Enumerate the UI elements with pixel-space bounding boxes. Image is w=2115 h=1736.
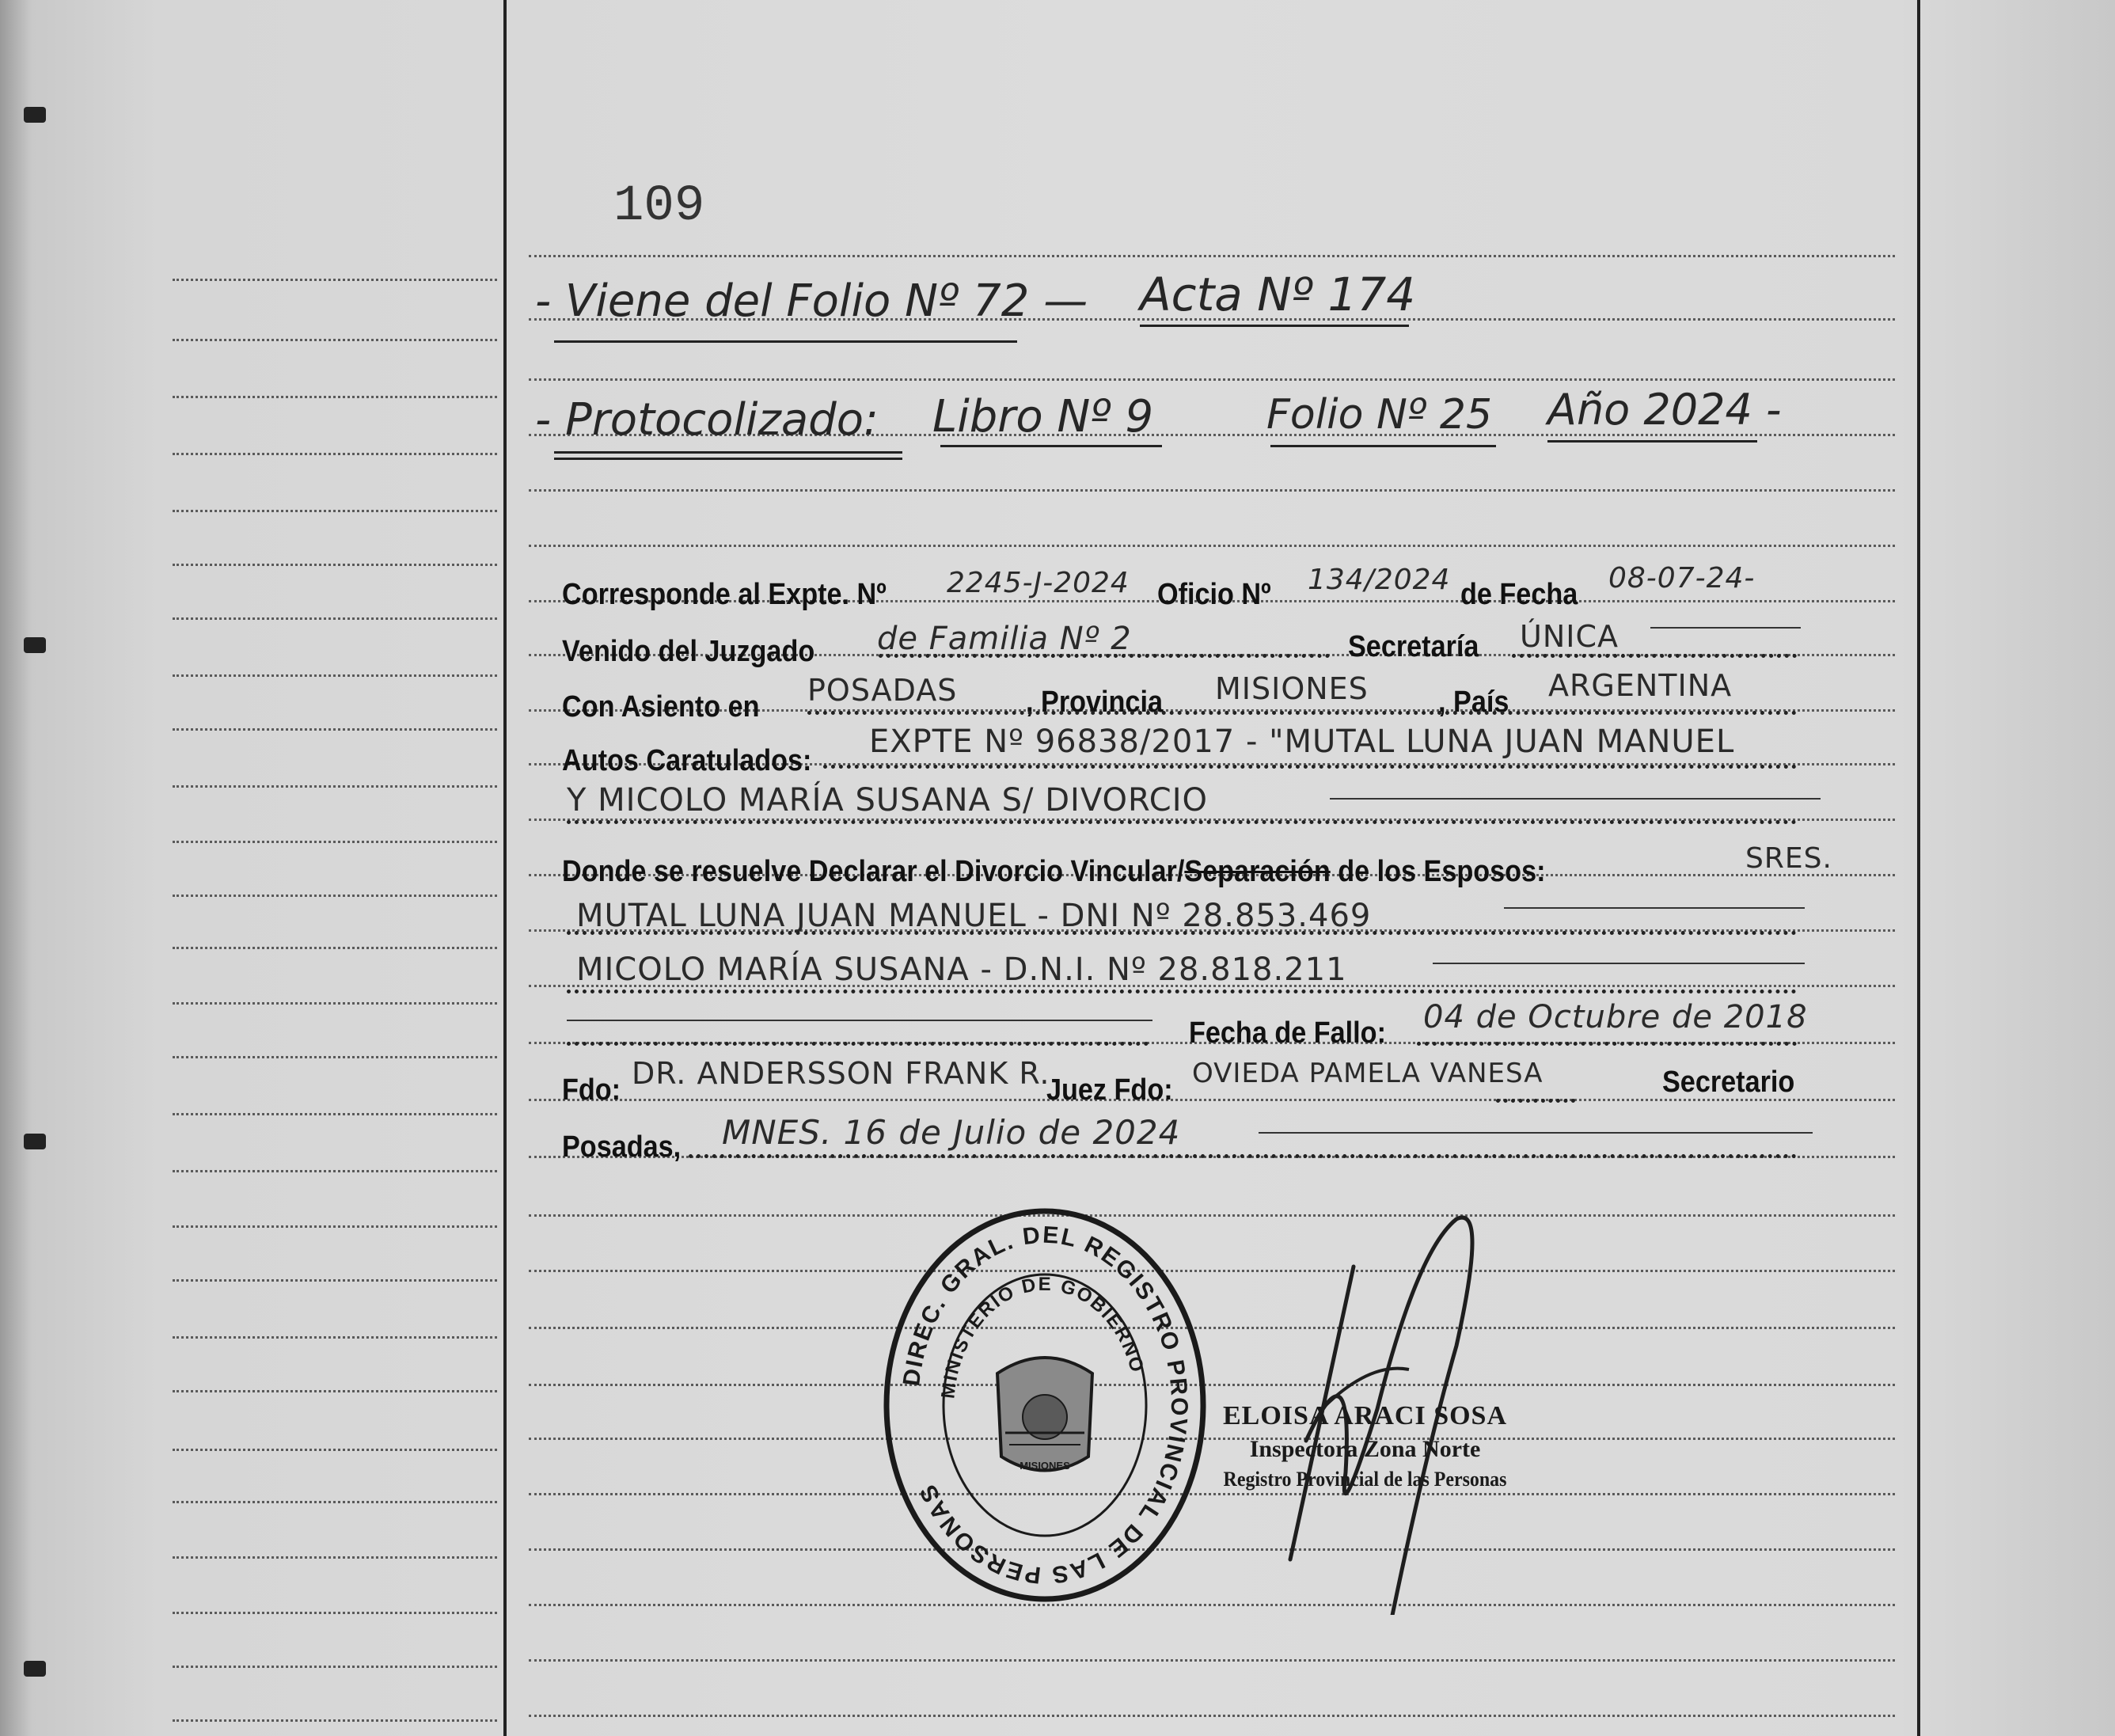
viene-del-folio: - Viene del Folio Nº 72 — (535, 275, 1088, 327)
provincia-value: MISIONES (1215, 671, 1369, 706)
juzgado-label: Venido del Juzgado (562, 635, 815, 668)
underline (554, 340, 1017, 343)
libro-number: Libro Nº 9 (932, 391, 1154, 443)
acta-number: Acta Nº 174 (1140, 268, 1416, 321)
oficio-value: 134/2024 (1308, 564, 1451, 596)
juzgado-value: de Familia Nº 2 (877, 621, 1132, 657)
autos-value-2: Y MICOLO MARÍA SUSANA S/ DIVORCIO (567, 782, 1208, 819)
underline (567, 1020, 1152, 1021)
juez-label: Juez Fdo: (1046, 1073, 1173, 1107)
underline (554, 458, 902, 460)
oficio-label: Oficio Nº (1157, 578, 1271, 611)
fdo-juez-value: DR. ANDERSSON FRANK R. (632, 1056, 1050, 1091)
left-margin-line (503, 0, 507, 1736)
corresponde-label: Corresponde al Expte. Nº (562, 578, 887, 611)
dot-leader (823, 765, 1797, 769)
binder-hole (24, 637, 46, 653)
dot-leader (879, 654, 1330, 658)
signatory-office: Registro Provincial de las Personas (1223, 1468, 1507, 1491)
dot-leader (567, 990, 1797, 993)
underline (1330, 798, 1821, 800)
dot-leader (807, 711, 1797, 715)
fallo-value: 04 de Octubre de 2018 (1423, 999, 1808, 1035)
underline (1270, 445, 1496, 447)
underline (1259, 1132, 1813, 1134)
esposo-1: MUTAL LUNA JUAN MANUEL - DNI Nº 28.853.469 (576, 898, 1372, 934)
dot-leader (567, 931, 1797, 935)
official-seal (879, 1203, 1211, 1607)
donde-prefix: Donde se resuelve Declarar el Divorcio Vincular/ (562, 855, 1185, 888)
fallo-label: Fecha de Fallo: (1189, 1016, 1386, 1050)
underline (1504, 907, 1805, 909)
seal-outer-text: DIREC. GRAL. DEL REGISTRO PROVINCIAL DE LAS PERSONAS (898, 1221, 1193, 1589)
underline (1650, 627, 1801, 629)
secretaria-value: ÚNICA (1520, 619, 1619, 654)
underline (554, 451, 902, 454)
page-number: 109 (613, 178, 705, 235)
underline (1547, 440, 1757, 443)
dot-leader (1512, 654, 1797, 658)
posadas-value: MNES. 16 de Julio de 2024 (722, 1113, 1181, 1152)
dot-leader (567, 1042, 1149, 1046)
underline (1433, 963, 1805, 964)
donde-label (562, 855, 1545, 889)
underline (940, 445, 1162, 447)
pais-value: ARGENTINA (1548, 668, 1733, 703)
dot-leader (567, 820, 1797, 824)
signatory-title: Inspectora Zona Norte (1249, 1436, 1481, 1462)
fdo-label: Fdo: (562, 1073, 621, 1107)
fecha-label: de Fecha (1460, 578, 1578, 611)
secretaria-label: Secretaría (1348, 630, 1479, 663)
underline (1140, 325, 1409, 327)
signatory-block (1211, 1401, 1519, 1491)
protocolizado-label: - Protocolizado: (535, 394, 879, 446)
dot-leader (1496, 1099, 1575, 1103)
posadas-label: Posadas, (562, 1130, 682, 1164)
right-margin-line (1917, 0, 1920, 1736)
provincia-label: , Provincia (1026, 686, 1163, 719)
seal-inner-text: MINISTERIO DE GOBIERNO (937, 1273, 1149, 1400)
asiento-label: Con Asiento en (562, 690, 760, 724)
dot-leader (1417, 1042, 1797, 1046)
seal-emblem-text: MISIONES (1020, 1460, 1070, 1472)
folio-number: Folio Nº 25 (1266, 391, 1493, 439)
anio: Año 2024 - (1547, 385, 1782, 435)
fdo-secretario-value: OVIEDA PAMELA VANESA (1192, 1058, 1544, 1089)
binder-hole (24, 107, 46, 123)
signatory-name: ELOISA ARACI SOSA (1223, 1401, 1508, 1430)
asiento-value: POSADAS (807, 673, 958, 708)
secretario-label: Secretario (1662, 1066, 1795, 1099)
donde-suffix: de los Esposos: (1330, 855, 1546, 888)
expte-value: 2245-J-2024 (947, 567, 1130, 599)
dot-leader (689, 1154, 1797, 1158)
binder-hole (24, 1661, 46, 1677)
binder-hole (24, 1134, 46, 1149)
autos-value-1: EXPTE Nº 96838/2017 - "MUTAL LUNA JUAN MANUEL (869, 724, 1735, 760)
donde-struck: Separación (1184, 855, 1331, 888)
donde-value: SRES. (1745, 842, 1832, 875)
pais-label: , País (1438, 686, 1509, 719)
fecha-value: 08-07-24- (1608, 562, 1756, 594)
esposo-2: MICOLO MARÍA SUSANA - D.N.I. Nº 28.818.211 (576, 952, 1347, 988)
province-emblem-icon (997, 1358, 1092, 1472)
autos-label: Autos Caratulados: (562, 744, 812, 777)
